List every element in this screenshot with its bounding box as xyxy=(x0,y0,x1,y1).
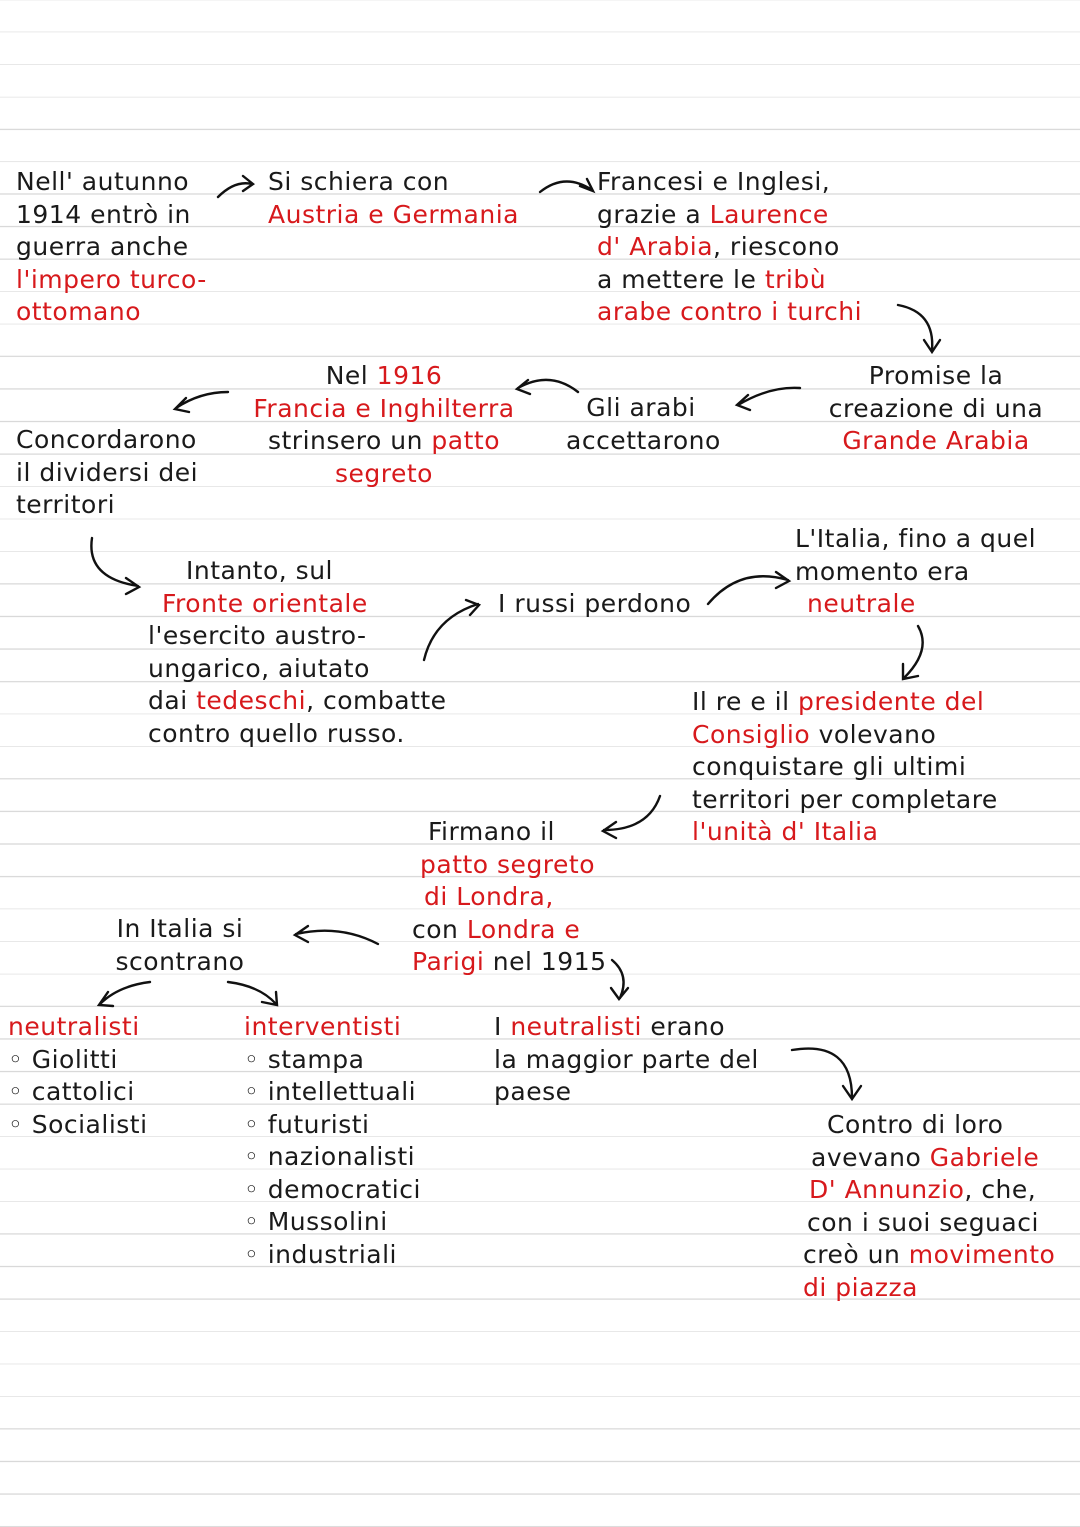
arrow-2 xyxy=(540,179,593,192)
arrow-15 xyxy=(228,982,277,1005)
interventisti-title: interventisti xyxy=(244,1012,402,1041)
list-item: ◦ futuristi xyxy=(244,1109,370,1139)
block-dannunzio: Contro di loro avevano Gabriele D' Annunzio, che, con i suoi seguaci creò un movimento di piazza xyxy=(803,1110,1056,1302)
arrow-11 xyxy=(603,796,660,838)
list-interventisti xyxy=(244,1011,421,1271)
list-item: ◦ Socialisti xyxy=(8,1109,148,1139)
list-neutralisti xyxy=(8,1011,148,1141)
list-item: ◦ intellettuali xyxy=(244,1077,417,1106)
arrow-6 xyxy=(175,392,228,412)
arrow-7 xyxy=(91,538,139,594)
block-concordarono: Concordarono il dividersi dei territori xyxy=(16,425,199,519)
block-arabi-accettarono: Gli arabi accettarono xyxy=(566,393,721,455)
block-francesi-inglesi: Francesi e Inglesi, grazie a Laurence d' Arabia, riescono a mettere le tribù arabe contro i turchi xyxy=(597,167,863,326)
arrow-14 xyxy=(99,982,150,1006)
list-item: ◦ stampa xyxy=(244,1044,365,1074)
arrow-3 xyxy=(898,305,940,352)
list-item: ◦ Mussolini xyxy=(244,1207,388,1236)
arrow-13 xyxy=(611,960,628,999)
block-fronte-orientale: Intanto, sul Fronte orientale l'esercito austro- ungarico, aiutato dai tedeschi, combatte contro quello russo. xyxy=(148,556,447,748)
block-russi-perdono: I russi perdono xyxy=(498,589,692,618)
neutralisti-title: neutralisti xyxy=(8,1012,140,1041)
arrow-12 xyxy=(295,926,378,944)
arrow-1 xyxy=(218,176,253,197)
block-italia-neutrale: L'Italia, fino a quel momento era neutrale xyxy=(795,524,1037,618)
block-patto-londra: Firmano il patto segreto di Londra, con Londra e Parigi nel 1915 xyxy=(412,817,607,976)
list-item: ◦ Giolitti xyxy=(8,1044,118,1074)
block-re-presidente: Il re e il presidente del Consiglio volevano conquistare gli ultimi territori per completare l'unità d' Italia xyxy=(692,687,998,846)
arrow-16 xyxy=(792,1049,861,1099)
block-si-schiera: Si schiera con Austria e Germania xyxy=(268,167,519,229)
block-impero-ottomano: Nell' autunno 1914 entrò in guerra anche l'impero turco- ottomano xyxy=(16,167,207,326)
list-item: ◦ nazionalisti xyxy=(244,1142,416,1171)
arrow-9 xyxy=(708,572,789,604)
list-item: ◦ democratici xyxy=(244,1174,421,1204)
block-patto-1916: Nel 1916 Francia e Inghilterra strinsero un patto segreto xyxy=(253,361,515,488)
block-in-italia-si-scontrano: In Italia si scontrano xyxy=(115,914,245,976)
block-neutralisti-maggioranza: I neutralisti erano la maggior parte del paese xyxy=(494,1012,759,1106)
list-item: ◦ industriali xyxy=(244,1239,397,1269)
arrow-4 xyxy=(737,388,800,410)
block-grande-arabia: Promise la creazione di una Grande Arabia xyxy=(828,361,1044,455)
arrow-10 xyxy=(903,626,923,679)
list-item: ◦ cattolici xyxy=(8,1077,135,1106)
